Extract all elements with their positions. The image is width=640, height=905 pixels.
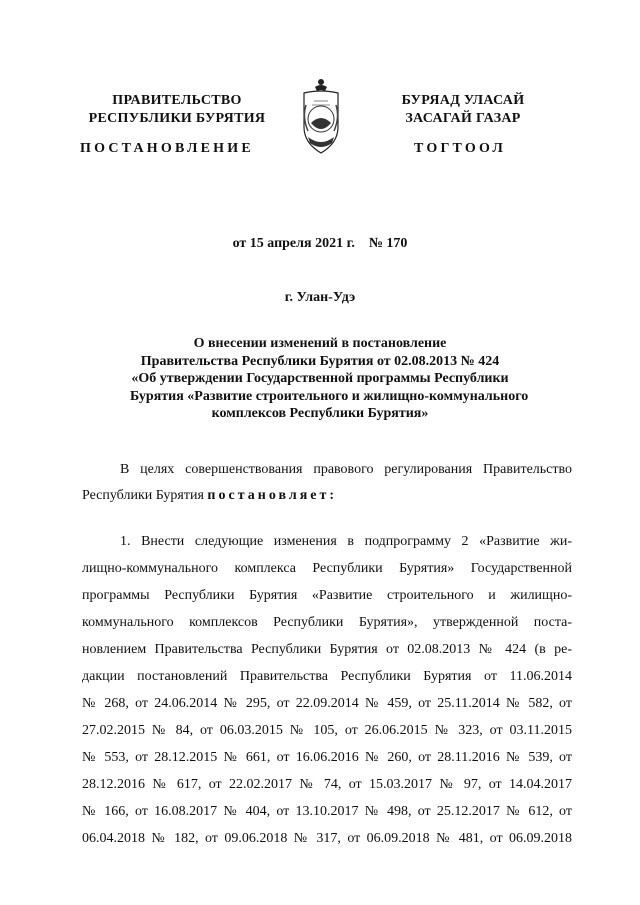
document-type-bua: ТОГТООЛ: [414, 141, 507, 156]
paragraph-line: программы Республики Бурятия «Развитие строительного и жилищно-: [82, 588, 572, 603]
preamble-operative-word: постановляет:: [207, 488, 338, 503]
preamble-line: В целях совершенствования правового регулирования Правительство: [120, 462, 572, 477]
date-number-line: [0, 236, 640, 252]
document-date: от 15 апреля 2021 г.: [232, 236, 355, 251]
header-left-line1: ПРАВИТЕЛЬСТВО: [112, 93, 242, 108]
paragraph-line: 28.12.2016 № 617, от 22.02.2017 № 74, от 15.03.2017 № 97, от 14.04.2017: [82, 777, 572, 792]
subject-line: Правительства Республики Бурятия от 02.08.2013 № 424: [140, 353, 500, 369]
document-city: г. Улан-Удэ: [284, 290, 356, 305]
preamble-line: [82, 486, 572, 506]
paragraph-line: лищно-коммунального комплекса Республики Бурятия» Государственной: [82, 561, 572, 576]
subject-line: Бурятия «Развитие строительного и жилищно-коммунального: [130, 388, 529, 404]
header-right-line2: ЗАСАГАЙ ГАЗАР: [405, 111, 521, 126]
document-number: № 170: [368, 236, 408, 251]
paragraph-line: дакции постановлений Правительства Республики Бурятия от 11.06.2014: [82, 669, 572, 684]
header-right-line1: БУРЯАД УЛАСАЙ: [401, 93, 525, 108]
preamble-text: Республики Бурятия: [82, 488, 208, 503]
paragraph-line: коммунального комплексов Республики Бурятия», утвержденной поста-: [82, 615, 572, 630]
coat-of-arms-icon: [296, 77, 346, 161]
subject-line: О внесении изменений в постановление: [193, 336, 447, 351]
paragraph-line: новлением Правительства Республики Бурятия от 02.08.2013 № 424 (в ре-: [82, 642, 572, 657]
subject-line: комплексов Республики Бурятия»: [211, 406, 429, 421]
paragraph-line: № 268, от 24.06.2014 № 295, от 22.09.2014 № 459, от 25.11.2014 № 582, от: [82, 696, 572, 711]
paragraph-line: 27.02.2015 № 84, от 06.03.2015 № 105, от 26.06.2015 № 323, от 03.11.2015: [82, 723, 572, 738]
header-right-block: [368, 92, 558, 128]
header-left-block: [82, 92, 272, 128]
paragraph-line: № 166, от 16.08.2017 № 404, от 13.10.2017 № 498, от 25.12.2017 № 612, от: [82, 804, 572, 819]
paragraph-line: 1. Внести следующие изменения в подпрограмму 2 «Развитие жи-: [120, 534, 572, 549]
subject-line: «Об утверждении Государственной программы Республики: [131, 371, 509, 386]
document-type-ru: ПОСТАНОВЛЕНИЕ: [80, 141, 254, 156]
document-subject: [130, 335, 529, 423]
paragraph-line: 06.04.2018 № 182, от 09.06.2018 № 317, от 06.09.2018 № 481, от 06.09.2018: [82, 831, 572, 846]
header-left-line2: РЕСПУБЛИКИ БУРЯТИЯ: [88, 111, 266, 126]
paragraph-line: № 553, от 28.12.2015 № 661, от 16.06.2016 № 260, от 28.11.2016 № 539, от: [82, 750, 572, 765]
